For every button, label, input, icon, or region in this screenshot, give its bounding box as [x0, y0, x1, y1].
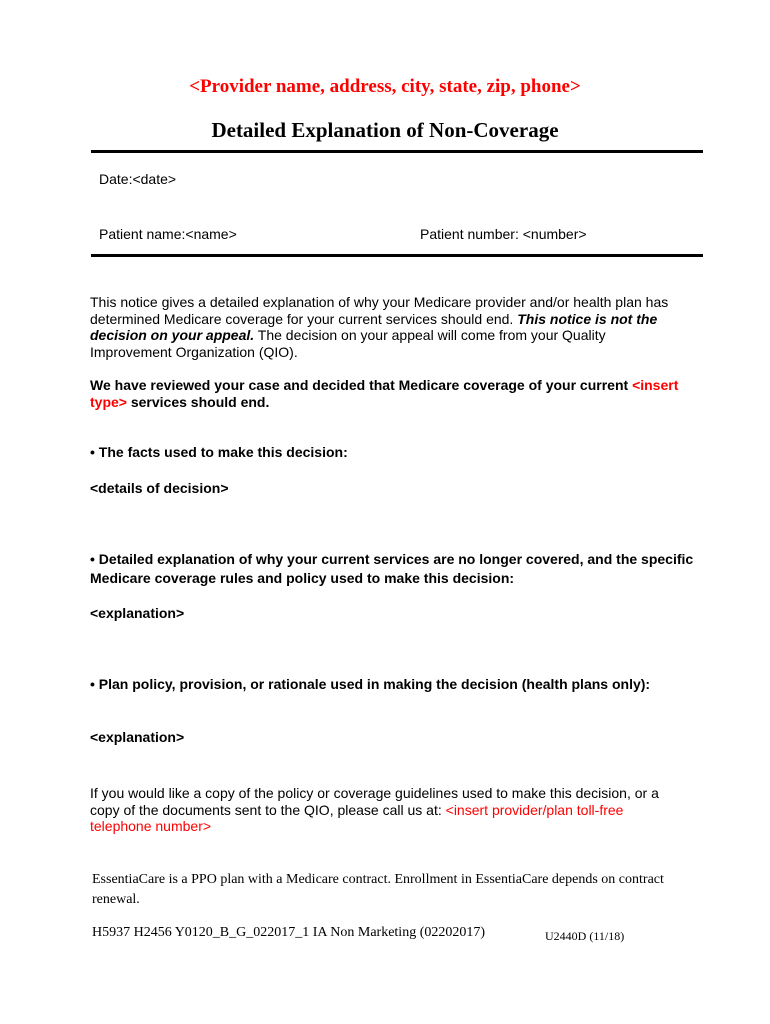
- intro-text-continued: The decision on your appeal will come from your Quality Improvement Organization (QIO).: [90, 327, 606, 360]
- top-divider: [91, 150, 703, 153]
- intro-paragraph: [90, 294, 690, 360]
- form-number: U2440D (11/18): [545, 929, 625, 943]
- patient-number-value: <number>: [522, 226, 587, 242]
- facts-heading: • The facts used to make this decision:: [90, 444, 348, 460]
- explanation-placeholder: <explanation>: [90, 605, 185, 621]
- copy-request-text: If you would like a copy of the policy or coverage guidelines used to make this decision, or a copy of the documents sent to the QIO, please call us at:: [90, 785, 659, 818]
- intro-emphasis: This notice is not the decision on your appeal.: [90, 310, 658, 343]
- review-statement: [90, 377, 690, 410]
- patient-name-field: [99, 226, 237, 242]
- patient-name-value: <name>: [185, 226, 237, 242]
- copy-request-paragraph: [90, 785, 685, 835]
- bottom-divider: [91, 254, 703, 257]
- details-placeholder: <details of decision>: [90, 480, 229, 496]
- patient-number-label: Patient number:: [420, 226, 523, 242]
- date-field: [99, 171, 176, 187]
- review-text-continued: services should end.: [126, 393, 270, 410]
- plan-explanation-placeholder: <explanation>: [90, 729, 185, 745]
- patient-name-label: Patient name:: [99, 226, 186, 242]
- date-value: <date>: [132, 171, 177, 187]
- explanation-heading: • Detailed explanation of why your current services are no longer covered, and the specific Medicare coverage rules and policy used to make this decision:: [90, 551, 694, 586]
- provider-placeholder: <Provider name, address, city, state, zip, phone>: [189, 76, 581, 97]
- patient-number-field: [420, 226, 587, 242]
- phone-placeholder: <insert provider/plan toll-free telephone number>: [90, 801, 624, 834]
- review-text: We have reviewed your case and decided that Medicare coverage of your current: [90, 377, 633, 393]
- intro-text: This notice gives a detailed explanation of why your Medicare provider and/or health plan has determined Medicare coverage for your current services should end.: [90, 294, 669, 327]
- date-label: Date:: [99, 171, 133, 187]
- insert-type-placeholder: <insert type>: [90, 377, 679, 410]
- disclaimer: EssentiaCare is a PPO plan with a Medicare contract. Enrollment in EssentiaCare depends on contract renewal.: [92, 872, 664, 907]
- plan-policy-heading: • Plan policy, provision, or rationale used in making the decision (health plans only):: [90, 676, 651, 692]
- page-title: Detailed Explanation of Non-Coverage: [211, 118, 559, 142]
- marketing-codes: H5937 H2456 Y0120_B_G_022017_1 IA Non Marketing (02202017): [92, 925, 486, 940]
